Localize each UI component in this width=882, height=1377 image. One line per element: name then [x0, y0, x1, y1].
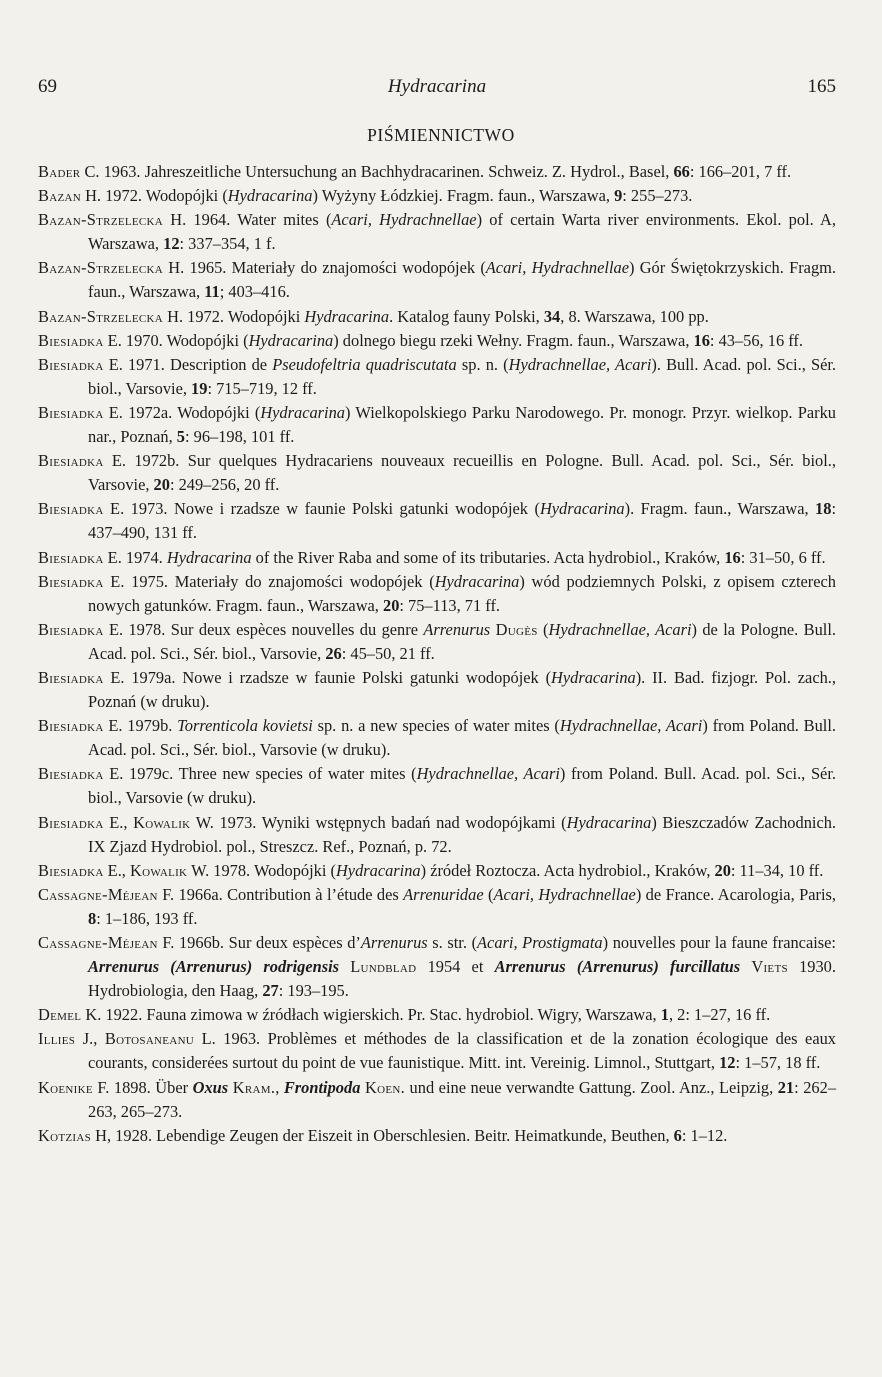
author-name: Biesiadka — [38, 402, 104, 422]
text-segment: W. 1978. Wodopójki ( — [187, 860, 336, 880]
volume-number: 66 — [673, 162, 690, 181]
text-segment: ) Wyżyny Łódzkiej. Fragm. faun., Warszawa, — [312, 186, 615, 206]
reference-entry — [38, 329, 836, 353]
reference-entry — [38, 931, 836, 1003]
text-segment: E. 1970. Wodopójki ( — [103, 330, 249, 350]
text-segment: 1954 et — [416, 957, 495, 977]
author-name: Biesiadka — [38, 619, 104, 639]
volume-number: 16 — [724, 547, 741, 567]
volume-number: 18 — [815, 499, 832, 519]
section-title: PIŚMIENNICTWO — [367, 125, 515, 145]
text-segment — [740, 957, 751, 976]
text-segment: : 249–256, 20 ff. — [169, 475, 280, 495]
author-name: Lundblad — [350, 957, 417, 977]
volume-number: 12 — [719, 1053, 736, 1073]
text-segment: , — [275, 1077, 284, 1097]
volume-number: 8 — [88, 908, 97, 928]
author-name: Biesiadka — [38, 860, 104, 880]
text-segment: ) nouvelles pour la faune francaise: — [602, 933, 836, 952]
volume-number: 20 — [714, 860, 731, 880]
text-segment: E. 1979a. Nowe i rzadsze w faunie Polski gatunki wodopójek ( — [103, 667, 552, 687]
text-segment: C. 1963. Jahreszeitliche Untersuchung an Bachhydracarinen. Schweiz. Z. Hydrol., Basel, — [80, 162, 674, 181]
reference-entry — [38, 497, 836, 545]
reference-entry — [38, 1027, 836, 1075]
text-segment: ). Fragm. faun., Warszawa, — [624, 499, 816, 519]
reference-entry — [38, 714, 836, 762]
text-segment: J., — [75, 1029, 105, 1049]
author-name: Bazan-Strzelecka — [38, 258, 164, 278]
volume-number: 20 — [383, 595, 400, 615]
text-segment: H. 1964. Water mites ( — [163, 210, 332, 230]
italic-term: Arrenurus — [423, 619, 491, 639]
running-title: Hydracarina — [387, 76, 487, 97]
author-name: Kowalik — [133, 812, 191, 832]
italic-term: Hydracarina — [227, 186, 313, 206]
reference-entry — [38, 401, 836, 449]
text-segment: E. 1972a. Wodopójki ( — [103, 402, 261, 422]
text-segment: : 255–273. — [622, 186, 693, 206]
text-segment: H. 1965. Materiały do znajomości wodopójek ( — [163, 258, 486, 278]
text-segment: E. 1971. Description de — [103, 354, 273, 374]
italic-term: Acari, Hydrachnellae — [331, 210, 477, 230]
italic-term: Acari, Prostigmata — [477, 933, 603, 952]
reference-entry — [38, 762, 836, 810]
italic-term: Hydracarina — [304, 306, 390, 326]
text-segment: : 337–354, 1 f. — [179, 234, 276, 254]
reference-entry — [38, 570, 836, 618]
italic-term: Hydracarina — [166, 547, 252, 567]
author-name: Bazan-Strzelecka — [38, 210, 164, 230]
text-segment: ) wód podziemnych Polski, z opisem czterech nowych gatunków. Fragm. faun., Warszawa, — [88, 571, 836, 615]
text-segment: : 437–490, 131 ff. — [88, 499, 836, 543]
text-segment: , 2: 1–27, 16 ff. — [668, 1005, 771, 1025]
text-segment: : 193–195. — [278, 981, 349, 1001]
text-segment: und eine neue verwandte Gattung. Zool. Anz., Leipzig, — [405, 1077, 778, 1097]
text-segment: : 715–719, 12 ff. — [207, 378, 317, 398]
text-segment: ). II. Bad. fizjogr. Pol. zach., Poznań (w druku). — [88, 667, 836, 712]
volume-number: 34 — [543, 306, 561, 326]
reference-entry — [38, 618, 836, 666]
text-segment: ). Bull. Acad. pol. Sci., Sér. biol., Varsovie, — [88, 354, 836, 398]
text-segment: E. 1978. Sur deux espèces nouvelles du genre — [103, 619, 424, 639]
volume-number: 11 — [204, 282, 220, 302]
reference-entry — [38, 1124, 836, 1148]
author-name: Koen. — [364, 1077, 405, 1097]
italic-term: Hydracarina — [434, 571, 520, 591]
author-name: Bader — [38, 162, 81, 181]
italic-term: Hydracarina — [260, 402, 345, 422]
text-segment: E. 1974. — [103, 547, 167, 567]
reference-entry — [38, 353, 836, 401]
text-segment: E. 1973. Nowe i rzadsze w faunie Polski gatunki wodopójek ( — [103, 499, 540, 519]
italic-term: Acari, Hydrachnellae — [485, 258, 629, 278]
reference-entry — [38, 1076, 836, 1124]
text-segment: of the River Raba and some of its tributaries. Acta hydrobiol., Kraków, — [251, 547, 725, 567]
text-segment: ( — [483, 884, 494, 904]
text-segment: ) źródeł Roztocza. Acta hydrobiol., Kraków, — [420, 860, 715, 880]
author-name: Bazan — [38, 186, 81, 206]
text-segment: ; 403–416. — [219, 282, 290, 302]
text-segment: K. 1922. Fauna zimowa w źródłach wigierskich. Pr. Stac. hydrobiol. Wigry, Warszawa, — [81, 1005, 661, 1025]
author-name: Biesiadka — [38, 354, 104, 374]
text-segment: F. 1966b. Sur deux espèces d’ — [157, 933, 361, 952]
italic-term: Hydracarina — [248, 330, 334, 350]
page-number-left: 69 — [38, 76, 57, 97]
volume-number: 12 — [163, 234, 180, 254]
italic-term: Torrenticola kovietsi — [177, 716, 313, 736]
bold-italic-term: Frontipoda — [283, 1077, 361, 1097]
text-segment: : 1–57, 18 ff. — [735, 1053, 821, 1073]
text-segment: s. str. ( — [427, 933, 478, 952]
text-segment: H. 1972. Wodopójki ( — [80, 186, 228, 206]
volume-number: 9 — [614, 186, 623, 206]
volume-number: 19 — [191, 378, 208, 398]
text-segment: : 1–12. — [681, 1125, 728, 1145]
text-segment — [339, 957, 350, 976]
italic-term: Arrenurus — [360, 933, 428, 952]
author-name: Biesiadka — [38, 571, 104, 591]
author-name: Kotzias — [38, 1125, 92, 1145]
italic-term: Hydracarina — [335, 860, 421, 880]
text-segment: : 1–186, 193 ff. — [96, 908, 198, 928]
reference-entry — [38, 811, 836, 859]
reference-entry — [38, 859, 836, 883]
text-segment: : 31–50, 6 ff. — [740, 547, 826, 567]
author-name: Dugès — [495, 619, 538, 639]
author-name: Kowalik — [129, 860, 188, 880]
text-segment: L. 1963. Problèmes et méthodes de la classification et de la zonation écologique des eaux courants, considerées surtout du point de vue faunistique. Mitt. int. Vereinig. Limnol., Stuttgart, — [88, 1029, 836, 1073]
text-segment: ) de France. Acarologia, Paris, — [635, 884, 836, 904]
reference-list — [38, 160, 836, 1148]
text-segment: sp. n. a new species of water mites ( — [312, 716, 560, 736]
text-segment: E., — [103, 860, 130, 880]
italic-term: Arrenuridae — [403, 884, 484, 904]
text-segment: W. 1973. Wyniki wstępnych badań nad wodopójkami ( — [190, 812, 567, 832]
reference-entry — [38, 208, 836, 256]
text-segment: : 75–113, 71 ff. — [399, 595, 501, 615]
text-segment: : 43–56, 16 ff. — [709, 330, 803, 350]
text-segment: sp. n. ( — [456, 354, 509, 374]
running-head — [38, 76, 836, 102]
text-segment: ) dolnego biegu rzeki Wełny. Fragm. faun., Warszawa, — [333, 330, 694, 350]
page-number-right: 165 — [807, 76, 836, 97]
italic-term: Hydrachnellae, Acari — [559, 716, 703, 736]
author-name: Cassagne-Méjean — [38, 933, 158, 952]
author-name: Bazan-Strzelecka — [38, 306, 164, 326]
text-segment: : 96–198, 101 ff. — [184, 427, 295, 447]
author-name: Biesiadka — [38, 812, 104, 832]
text-segment: : 45–50, 21 ff. — [341, 643, 435, 663]
reference-entry — [38, 160, 836, 184]
text-segment: F. 1898. Über — [92, 1077, 193, 1097]
volume-number: 6 — [673, 1125, 682, 1145]
author-name: Biesiadka — [38, 547, 104, 567]
italic-term: Hydracarina — [566, 812, 652, 832]
text-segment: E. 1975. Materiały do znajomości wodopójek ( — [103, 571, 435, 591]
text-segment: . Katalog fauny Polski, — [389, 306, 544, 326]
text-segment: E. 1979b. — [103, 716, 178, 736]
text-segment: ) Bieszczadów Zachodnich. IX Zjazd Hydrobiol. pol., Streszcz. Ref., Poznań, p. 72. — [88, 812, 837, 856]
volume-number: 26 — [325, 643, 342, 663]
author-name: Viets — [751, 957, 788, 977]
author-name: Biesiadka — [38, 451, 104, 471]
bold-italic-term: Arrenurus (Arrenurus) furcillatus — [494, 957, 741, 977]
author-name: Biesiadka — [38, 667, 104, 687]
reference-entry — [38, 449, 836, 497]
text-segment: ) from Poland. Bull. Acad. pol. Sci., Sér. biol., Varsovie (w druku). — [88, 716, 837, 760]
text-segment: , 8. Warszawa, 100 pp. — [560, 306, 709, 326]
text-segment: H. 1972. Wodopójki — [163, 306, 305, 326]
volume-number: 21 — [777, 1077, 795, 1097]
text-segment: ( — [537, 619, 549, 639]
author-name: Botosaneanu — [104, 1029, 195, 1049]
text-segment: : 11–34, 10 ff. — [730, 860, 824, 880]
author-name: Cassagne-Méjean — [38, 884, 158, 904]
italic-term: Hydrachnellae, Acari — [508, 354, 652, 374]
text-segment: : 262–263, 265–273. — [88, 1077, 837, 1121]
reference-entry — [38, 883, 836, 931]
bold-italic-term: Arrenurus (Arrenurus) rodrigensis — [88, 957, 340, 977]
author-name: Biesiadka — [38, 330, 104, 350]
author-name: Biesiadka — [38, 716, 104, 736]
text-segment: : 166–201, 7 ff. — [689, 162, 792, 181]
text-segment: F. 1966a. Contribution à l’étude des — [157, 884, 404, 904]
volume-number: 1 — [660, 1005, 669, 1025]
author-name: Biesiadka — [38, 764, 104, 784]
italic-term: Pseudofeltria quadriscutata — [272, 354, 457, 374]
italic-term: Hydrachnellae, Acari — [416, 764, 560, 784]
bold-italic-term: Oxus — [192, 1077, 229, 1097]
italic-term: Hydracarina — [551, 667, 636, 687]
volume-number: 20 — [153, 475, 170, 495]
volume-number: 16 — [693, 330, 710, 350]
reference-entry — [38, 256, 836, 304]
author-name: Illies — [38, 1029, 76, 1049]
text-segment: E. 1972b. Sur quelques Hydracariens nouveaux recueillis en Pologne. Bull. Acad. pol. Sci., Sér. biol., Varsovie, — [88, 451, 836, 495]
author-name: Biesiadka — [38, 499, 104, 519]
reference-entry — [38, 305, 836, 329]
text-segment: H, 1928. Lebendige Zeugen der Eiszeit in Oberschlesien. Beitr. Heimatkunde, Beuthen, — [91, 1125, 674, 1145]
italic-term: Hydrachnellae, Acari — [548, 619, 692, 639]
italic-term: Hydracarina — [539, 499, 625, 519]
reference-entry — [38, 1003, 836, 1027]
italic-term: Acari, Hydrachnellae — [493, 884, 636, 904]
author-name: Kram. — [232, 1077, 276, 1097]
volume-number: 27 — [262, 981, 279, 1001]
volume-number: 5 — [176, 427, 185, 447]
author-name: Demel — [38, 1005, 82, 1025]
text-segment: ) of certain Warta river environments. Ekol. pol. A, Warszawa, — [88, 210, 836, 254]
reference-entry — [38, 546, 836, 570]
text-segment: ) de la Pologne. Bull. Acad. pol. Sci., Sér. biol., Varsovie, — [88, 619, 836, 663]
text-segment: 1930. Hydrobiologia, den Haag, — [88, 957, 836, 1001]
text-segment: ) Wielkopolskiego Parku Narodowego. Pr. monogr. Przyr. wielkop. Parku nar., Poznań, — [88, 402, 836, 447]
reference-entry — [38, 666, 836, 714]
text-segment: ) from Poland. Bull. Acad. pol. Sci., Sér. biol., Varsovie (w druku). — [88, 764, 836, 808]
text-segment: E. 1979c. Three new species of water mites ( — [103, 764, 417, 784]
text-segment: ) Gór Świętokrzyskich. Fragm. faun., Warszawa, — [88, 258, 836, 302]
text-segment: E., — [103, 812, 134, 832]
reference-entry — [38, 184, 836, 208]
author-name: Koenike — [38, 1077, 93, 1097]
